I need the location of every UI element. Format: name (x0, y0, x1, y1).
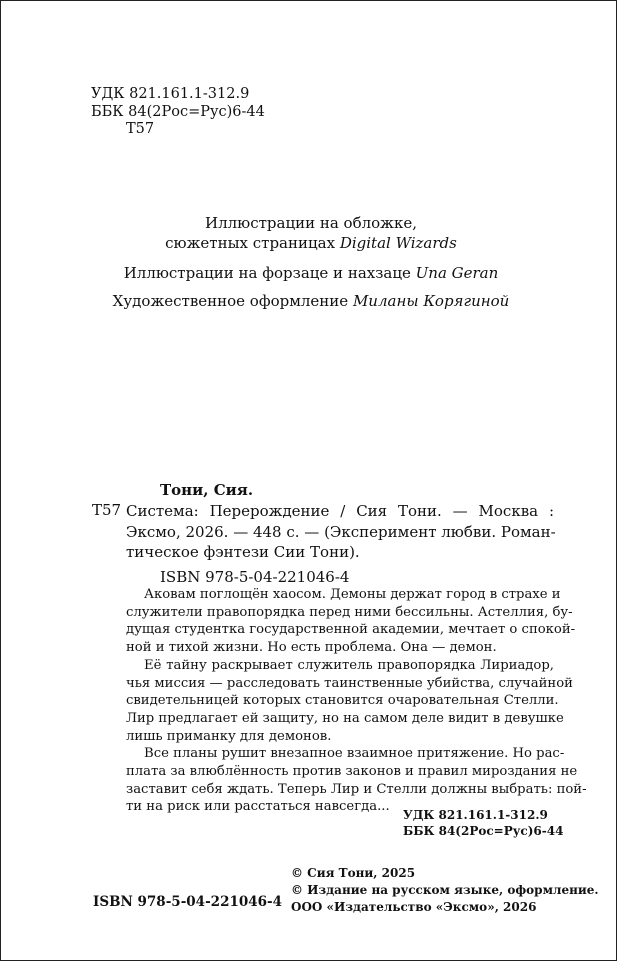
isbn-bottom: ISBN 978-5-04-221046-4 (93, 894, 283, 910)
endpaper-illustrator-name: Una Geran (415, 264, 499, 282)
biblio-description: Система: Перерождение / Сия Тони. — Москва : Эксмо, 2026. — 448 с. — (Эксперимент любви. Роман- тическое фэнтези Сии Тони). (126, 502, 556, 561)
endpaper-illustrations-credit: Иллюстрации на форзаце и нахзаце Una Geran (123, 264, 499, 282)
copyright-publisher: ООО «Издательство «Эксмо», 2026 (291, 900, 537, 914)
designer-name: Миланы Корягиной (352, 292, 510, 310)
biblio-author: Тони, Сия. (160, 481, 254, 499)
annotation-paragraph: Аковам поглощён хаосом. Демоны держат город в страхе и служители правопорядка перед ними бессильны. Астеллия, бу- дущая студентка государственной академии, мечтает о спокой- ной и тихой жизни. Но есть проблема. Она — демон. (126, 587, 576, 656)
biblio-author-mark: Т57 (92, 501, 122, 519)
copyright-edition: © Издание на русском языке, оформление. (291, 883, 599, 897)
annotation-paragraph: Все планы рушит внезапное взаимное притяжение. Но рас- плата за влюблённость против законов и правил мироздания не заставит себя ждать. Теперь Лир и Стелли должны выбрать: пой- ти на риск или расстаться навсегда... (126, 746, 587, 815)
udk-block-bottom (403, 807, 563, 839)
udk-code: УДК 821.161.1-312.9 (403, 808, 548, 822)
biblio-isbn: ISBN 978-5-04-221046-4 (160, 568, 350, 586)
cover-illustrator-name: Digital Wizards (339, 234, 457, 252)
annotation-paragraph: Её тайну раскрывает служитель правопорядка Лириадор, чья миссия — расследовать таинственные убийства, случайной свидетельницей которых становится очаровательная Стелли. Лир предлагает ей защиту, но на самом деле видит в девушке лишь приманку для демонов. (126, 657, 573, 744)
copyright-author: © Сия Тони, 2025 (291, 866, 416, 880)
author-mark: Т57 (126, 121, 155, 137)
design-credit: Художественное оформление Миланы Корягиной (112, 292, 510, 310)
udk-code: УДК 821.161.1-312.9 (91, 86, 250, 102)
annotation (126, 586, 587, 816)
udk-block-top (91, 86, 265, 139)
cover-illustrations-credit: Иллюстрации на обложке, сюжетных страницах Digital Wizards (165, 214, 457, 252)
bbk-code: ББК 84(2Рос=Рус)6-44 (403, 824, 564, 838)
bbk-code: ББК 84(2Рос=Рус)6-44 (91, 103, 265, 120)
copyright-block (291, 865, 599, 916)
